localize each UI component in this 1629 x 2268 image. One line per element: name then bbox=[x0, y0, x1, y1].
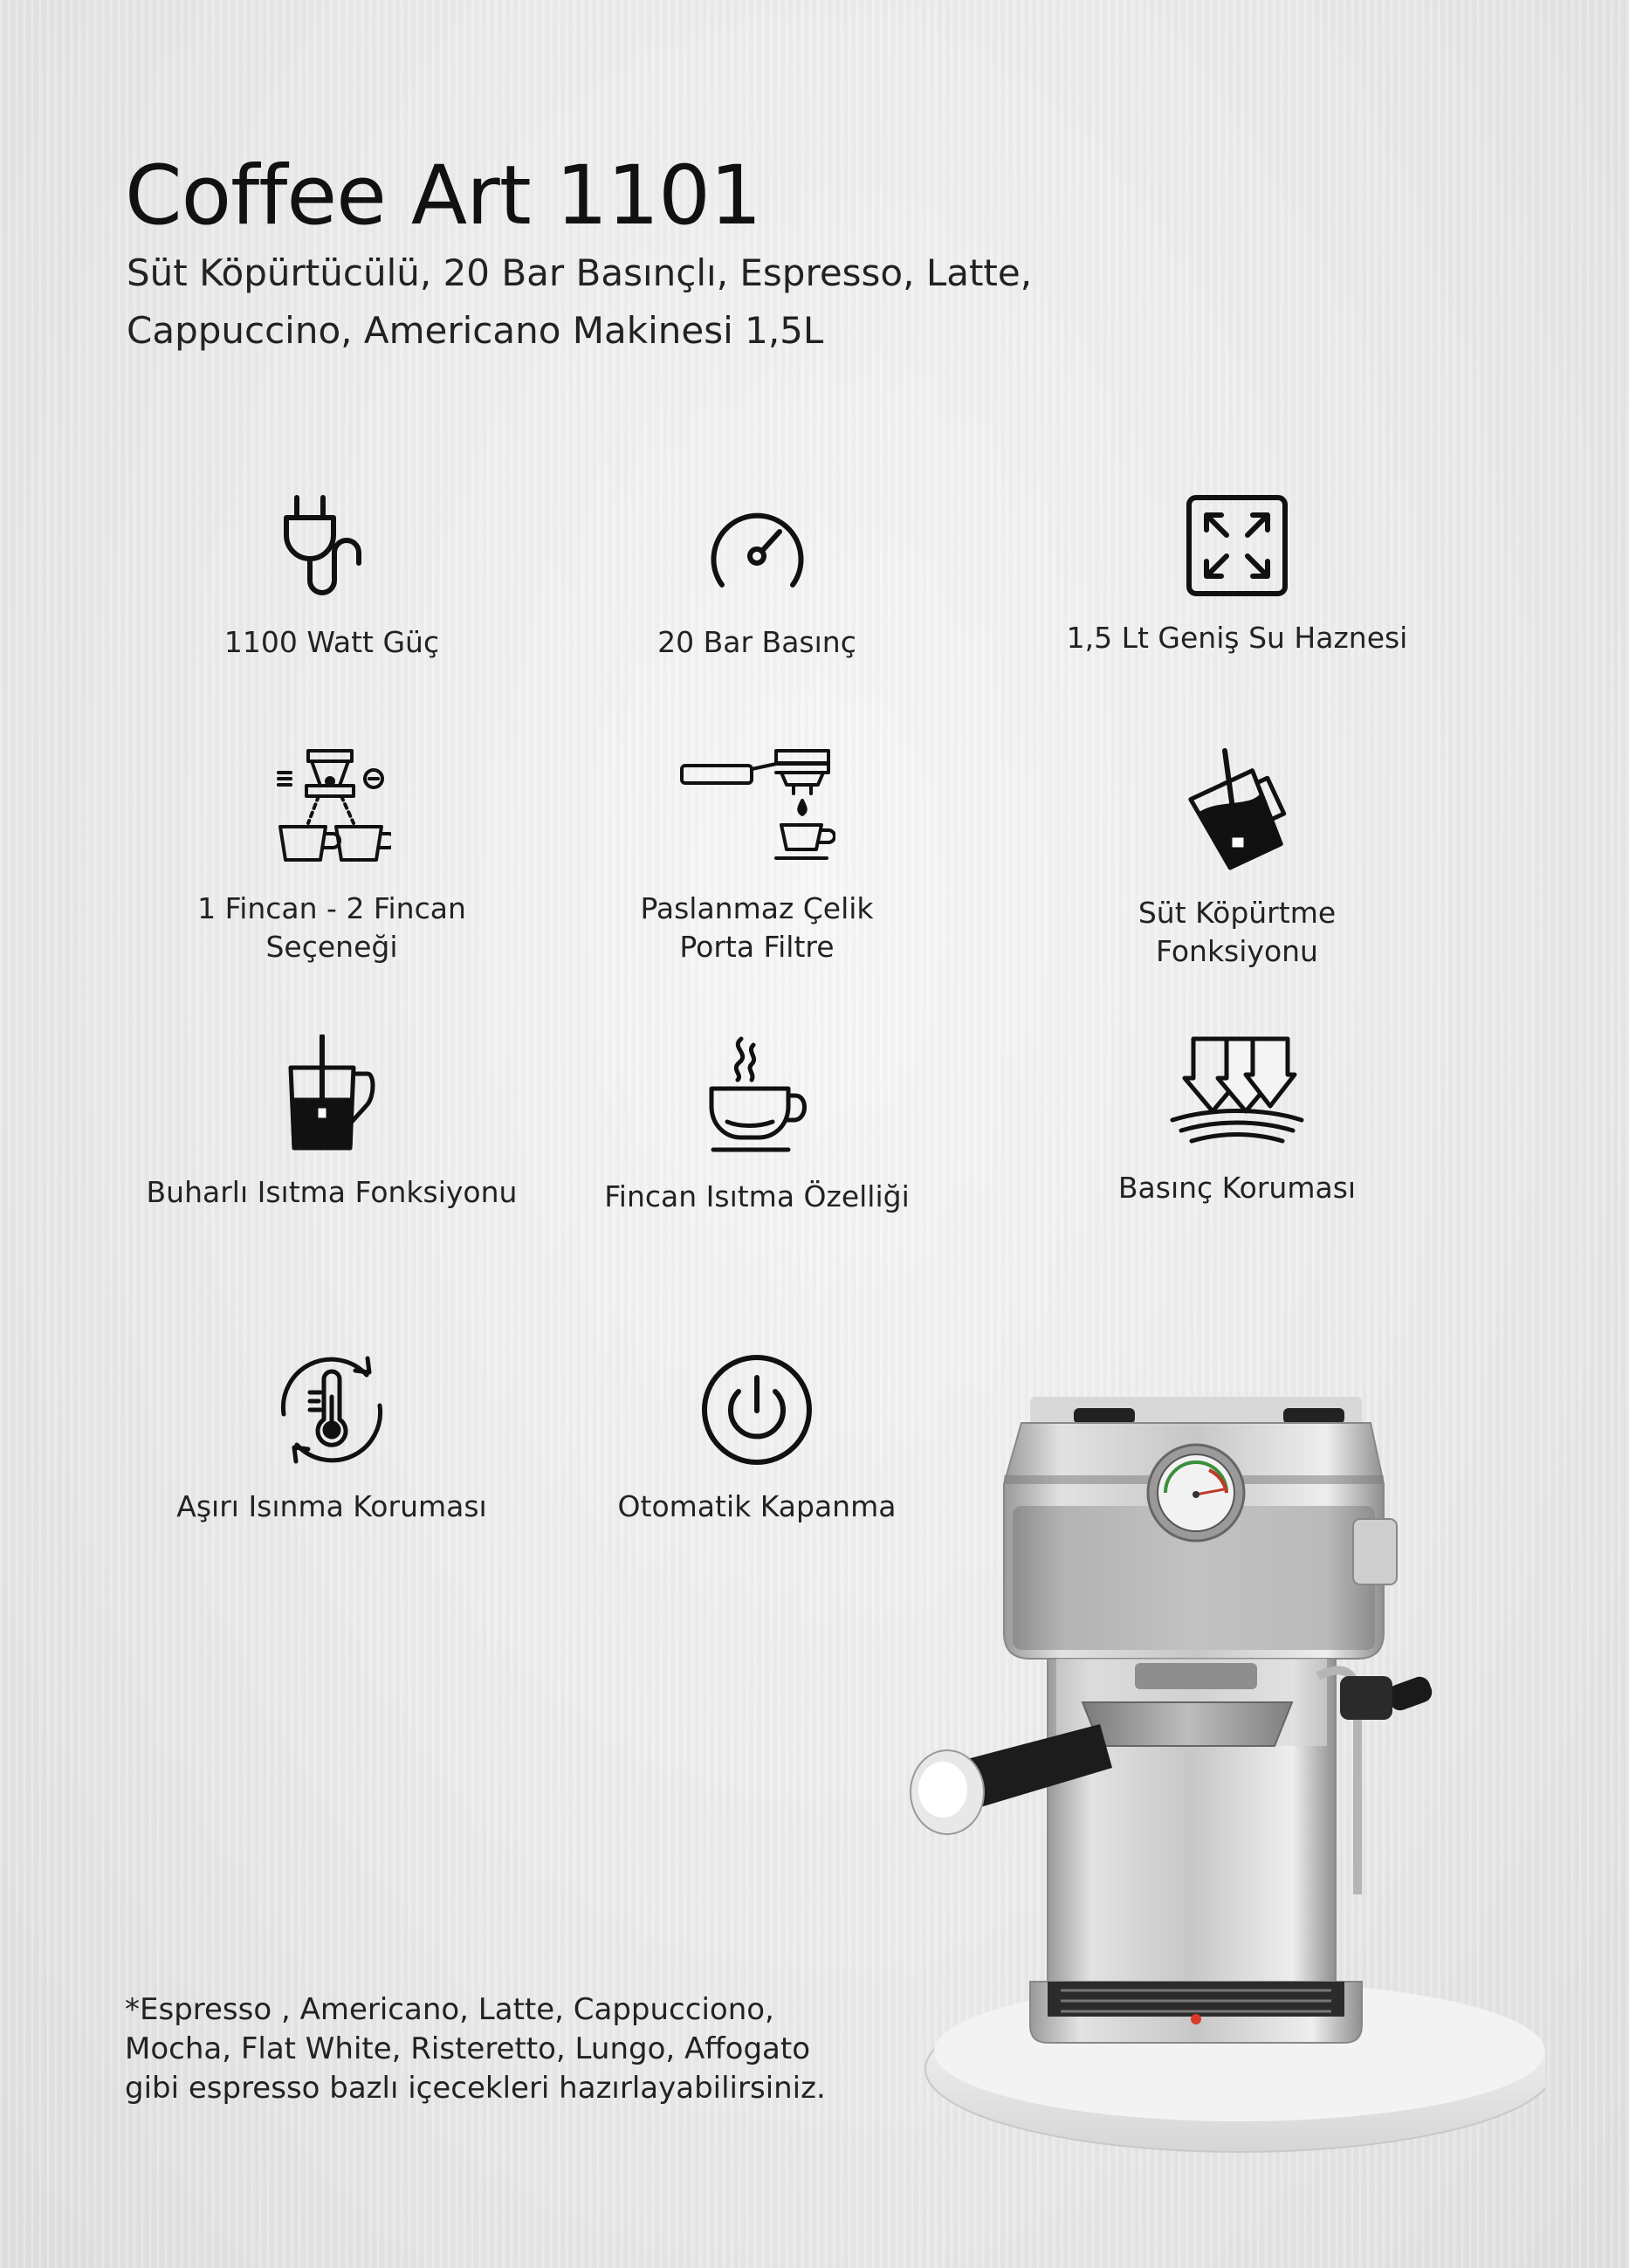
feature-pressure bbox=[512, 493, 1001, 662]
feature-label: Aşırı Isınma Koruması bbox=[176, 1489, 487, 1523]
pressure-protection-icon bbox=[1167, 1034, 1307, 1148]
feature-label: Fincan Isıtma Özelliği bbox=[604, 1179, 910, 1213]
feature-label: 1100 Watt Güç bbox=[223, 625, 440, 659]
page-subtitle: Süt Köpürtücülü, 20 Bar Basınçlı, Espresso, Latte, Cappuccino, Americano Makinesi 1,5L bbox=[127, 251, 1033, 352]
feature-label: Otomatik Kapanma bbox=[617, 1489, 897, 1523]
expand-icon bbox=[1185, 493, 1289, 598]
feature-cup-option bbox=[87, 746, 576, 966]
espresso-machine-image bbox=[899, 1379, 1545, 2156]
two-cups-icon bbox=[273, 746, 391, 869]
power-icon bbox=[700, 1353, 814, 1467]
feature-label: Basınç Koruması bbox=[1117, 1171, 1357, 1205]
feature-overheat-protection bbox=[87, 1353, 576, 1526]
thermometer-cycle-icon bbox=[275, 1353, 388, 1467]
feature-portafilter bbox=[512, 746, 1001, 966]
feature-steam-heating bbox=[87, 1034, 576, 1212]
beverage-note: *Espresso , Americano, Latte, Cappucciono, Mocha, Flat White, Risteretto, Lungo, Affogato gibi espresso bazlı içecekleri hazırlayabilirsiniz. bbox=[125, 1992, 826, 2106]
feature-label: Buharlı Isıtma Fonksiyonu bbox=[146, 1175, 518, 1209]
page-title: Coffee Art 1101 bbox=[125, 148, 761, 244]
feature-power bbox=[87, 493, 576, 662]
feature-label: Süt Köpürtme Fonksiyonu bbox=[1138, 896, 1337, 968]
feature-label: 1,5 Lt Geniş Su Haznesi bbox=[1066, 621, 1408, 655]
feature-label: 20 Bar Basınç bbox=[657, 625, 856, 659]
feature-label: Paslanmaz Çelik Porta Filtre bbox=[640, 891, 874, 964]
feature-water-tank bbox=[993, 493, 1481, 657]
plug-icon bbox=[279, 493, 384, 602]
milk-frother-icon bbox=[1183, 746, 1292, 873]
feature-milk-frothing bbox=[993, 746, 1481, 971]
feature-pressure-protection bbox=[993, 1034, 1481, 1207]
feature-cup-heating bbox=[512, 1034, 1001, 1216]
portafilter-icon bbox=[678, 746, 835, 869]
hot-cup-icon bbox=[705, 1034, 809, 1157]
feature-label: 1 Fincan - 2 Fincan Seçeneği bbox=[197, 891, 466, 964]
steam-pitcher-icon bbox=[284, 1034, 380, 1152]
gauge-icon bbox=[703, 493, 812, 602]
